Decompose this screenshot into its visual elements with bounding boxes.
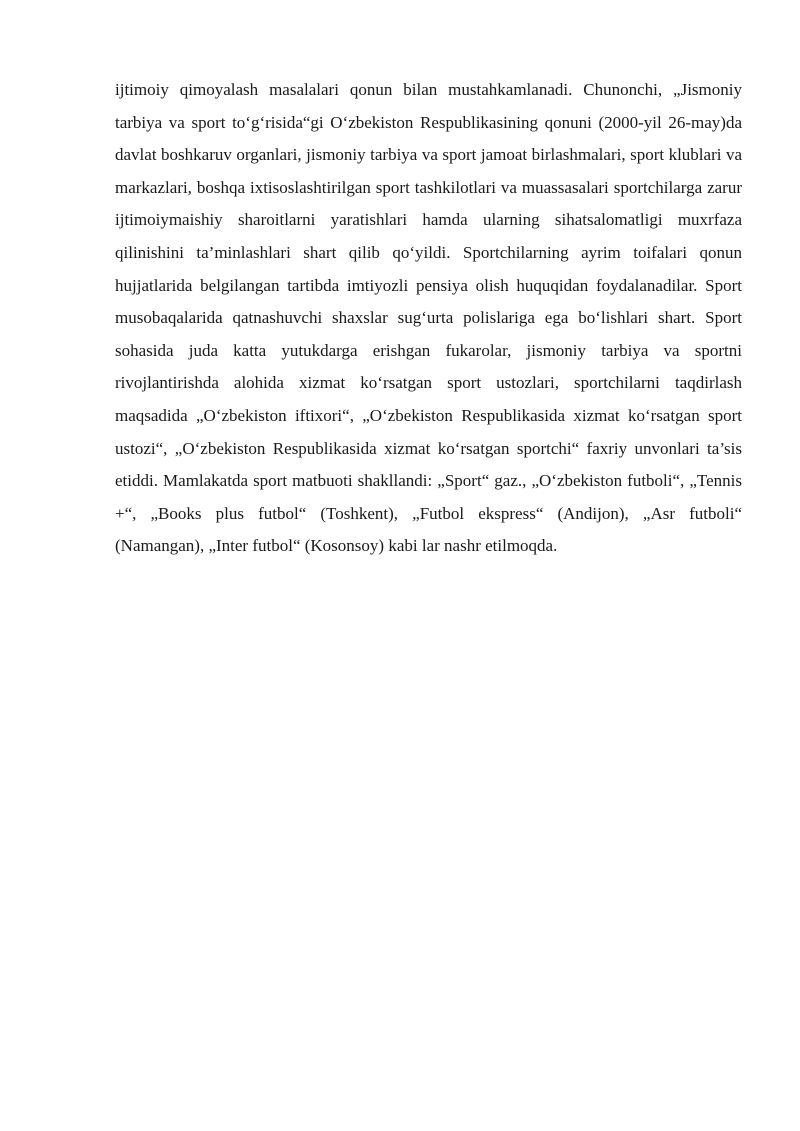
- body-paragraph: ijtimoiy qimoyalash masalalari qonun bilan mustahkamlanadi. Chunonchi, „Jismoniy tarbiya va sport to‘g‘risida“gi O‘zbekiston Respublikasining qonuni (2000-yil 26-may)da davlat boshkaruv organlari, jismoniy tarbiya va sport jamoat birlashmalari, sport klublari va markazlari, boshqa ixtisoslashtirilgan sport tashkilotlari va muassasalari sportchilarga zarur ijtimoiymaishiy sharoitlarni yaratishlari hamda ularning sihatsalomatligi muxrfaza qilinishini ta’minlashlari shart qilib qo‘yildi. Sportchilarning ayrim toifalari qonun hujjatlarida belgilangan tartibda imtiyozli pensiya olish huquqidan foydalanadilar. Sport musobaqalarida qatnashuvchi shaxslar sug‘urta polislariga ega bo‘lishlari shart. Sport sohasida juda katta yutukdarga erishgan fukarolar, jismoniy tarbiya va sportni rivojlantirishda alohida xizmat ko‘rsatgan sport ustozlari, sportchilarni taqdirlash maqsadida „O‘zbekiston iftixori“, „O‘zbekiston Respublikasida xizmat ko‘rsatgan sport ustozi“, „O‘zbekiston Respublikasida xizmat ko‘rsatgan sportchi“ faxriy unvonlari ta’sis etiddi. Mamlakatda sport matbuoti shakllandi: „Sport“ gaz., „O‘zbekiston futboli“, „Tennis +“, „Books plus futbol“ (Toshkent), „Futbol ekspress“ (Andijon), „Asr futboli“ (Namangan), „Inter futbol“ (Kosonsoy) kabi lar nashr etilmoqda.: [115, 80, 742, 556]
